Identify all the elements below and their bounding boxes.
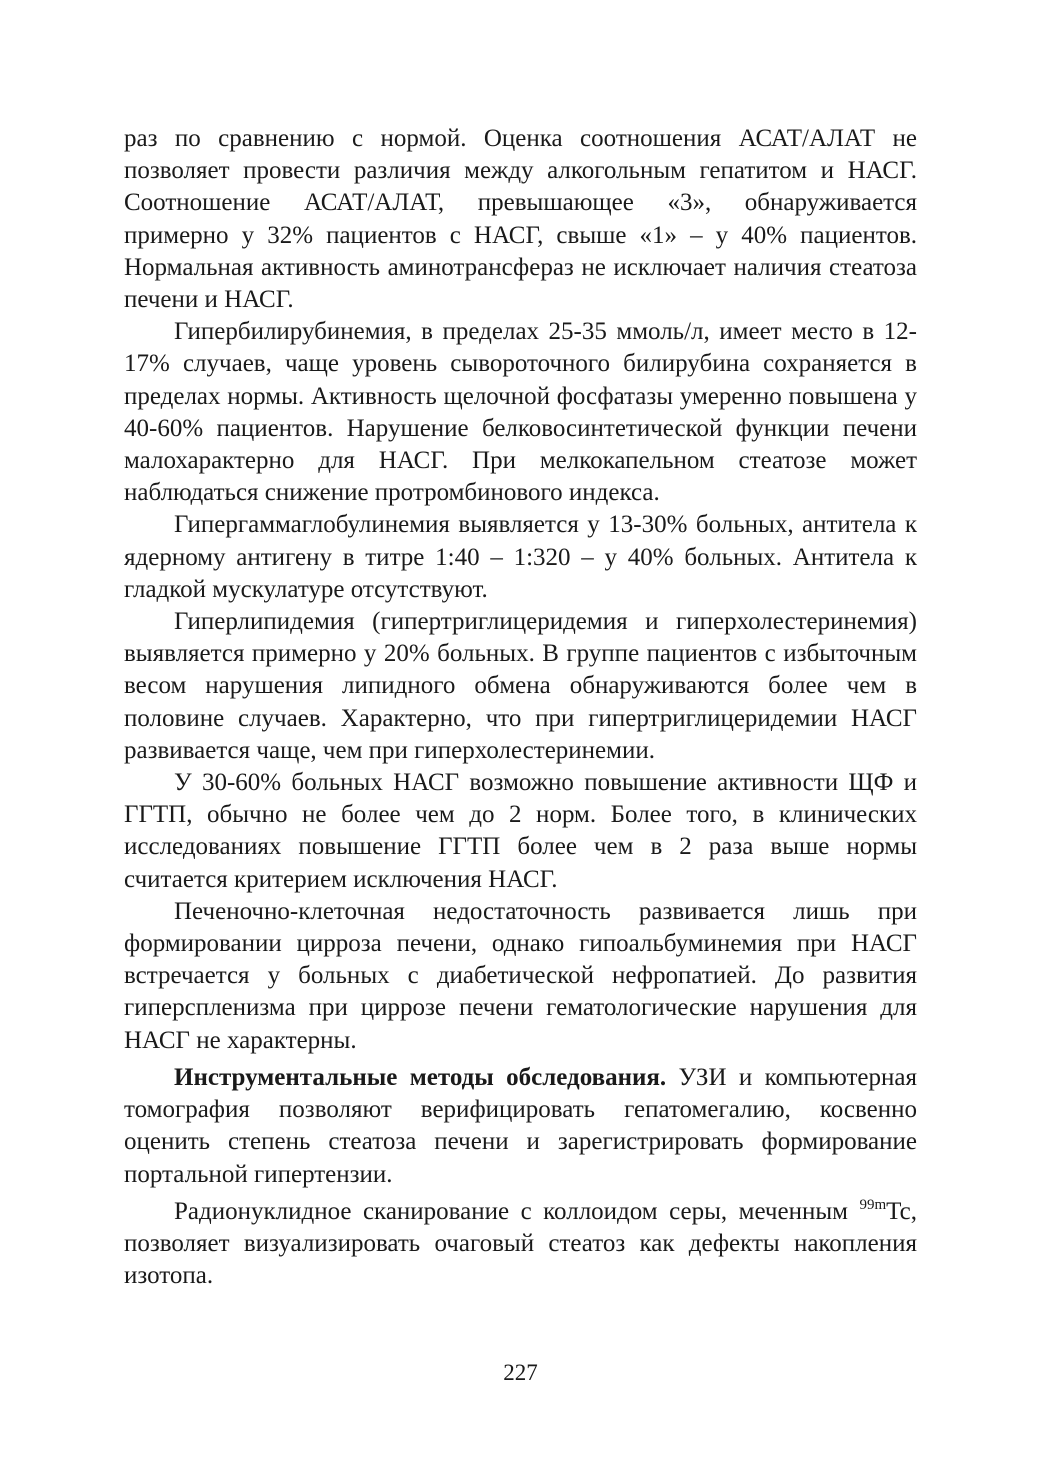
paragraph-hypergammaglobulinemia: Гипергаммаглобулинемия выявляется у 13-30% больных, антитела к ядерному антигену в титре 1:40 – 1:320 – у 40% больных. Антитела к гладкой мускулатуре отсутствуют.	[124, 511, 917, 603]
radionuclide-text-end: Tc, позволяет визуализировать очаговый стеатоз как дефекты накопления изотопа.	[124, 1197, 917, 1290]
paragraph-instrumental-methods	[124, 1062, 917, 1191]
isotope-mass-number: 99m	[859, 1196, 887, 1213]
paragraph-asat-alat: раз по сравнению с нормой. Оценка соотношения АСАТ/АЛАТ не позволяет провести различия между алкогольным гепатитом и НАСГ. Соотношение АСАТ/АЛАТ, превышающее «3», обнаруживается примерно у 32% пациентов с НАСГ, свыше «1» – у 40% пациентов. Нормальная активность аминотрансфераз не исключает наличия стеатоза печени и НАСГ.	[124, 125, 917, 314]
paragraph-alkaline-phosphatase: У 30-60% больных НАСГ возможно повышение активности ЩФ и ГГТП, обычно не более чем до 2 норм. Более того, в клинических исследованиях повышение ГГТП более чем в 2 раза выше нормы считается критерием исключения НАСГ.	[124, 769, 917, 893]
paragraph-hyperbilirubinemia: Гипербилирубинемия, в пределах 25-35 ммоль/л, имеет место в 12-17% случаев, чаще уровень сывороточного билирубина сохраняется в пределах нормы. Активность щелочной фосфатазы умеренно повышена у 40-60% пациентов. Нарушение белковосинтетической функции печени малохарактерно для НАСГ. При мелкокапельном стеатозе может наблюдаться снижение протромбинового индекса.	[124, 318, 917, 507]
paragraph-liver-failure: Печеночно-клеточная недостаточность развивается лишь при формировании цирроза печени, однако гипоальбуминемия при НАСГ встречается у больных с диабетической нефропатией. До развития гиперспленизма при циррозе печени гематологические нарушения для НАСГ не характерны.	[124, 897, 917, 1054]
page-number: 227	[503, 1360, 538, 1385]
section-heading-instrumental: Инструментальные методы обследования.	[174, 1063, 667, 1091]
radionuclide-text-start: Радионуклидное сканирование с коллоидом серы, меченным	[174, 1197, 860, 1225]
page-body	[124, 123, 917, 1292]
instrumental-text: УЗИ и компьютерная томография позволяют верифицировать гепатомегалию, косвенно оценить степень стеатоза печени и зарегистрировать формирование портальной гипертензии.	[124, 1063, 917, 1188]
paragraph-radionuclide	[124, 1196, 917, 1293]
paragraph-hyperlipidemia: Гиперлипидемия (гипертриглицеридемия и гиперхолестеринемия) выявляется примерно у 20% больных. В группе пациентов с избыточным весом нарушения липидного обмена обнаруживаются более чем в половине случаев. Характерно, что при гипертриглицеридемии НАСГ развивается чаще, чем при гиперхолестеринемии.	[124, 608, 917, 764]
